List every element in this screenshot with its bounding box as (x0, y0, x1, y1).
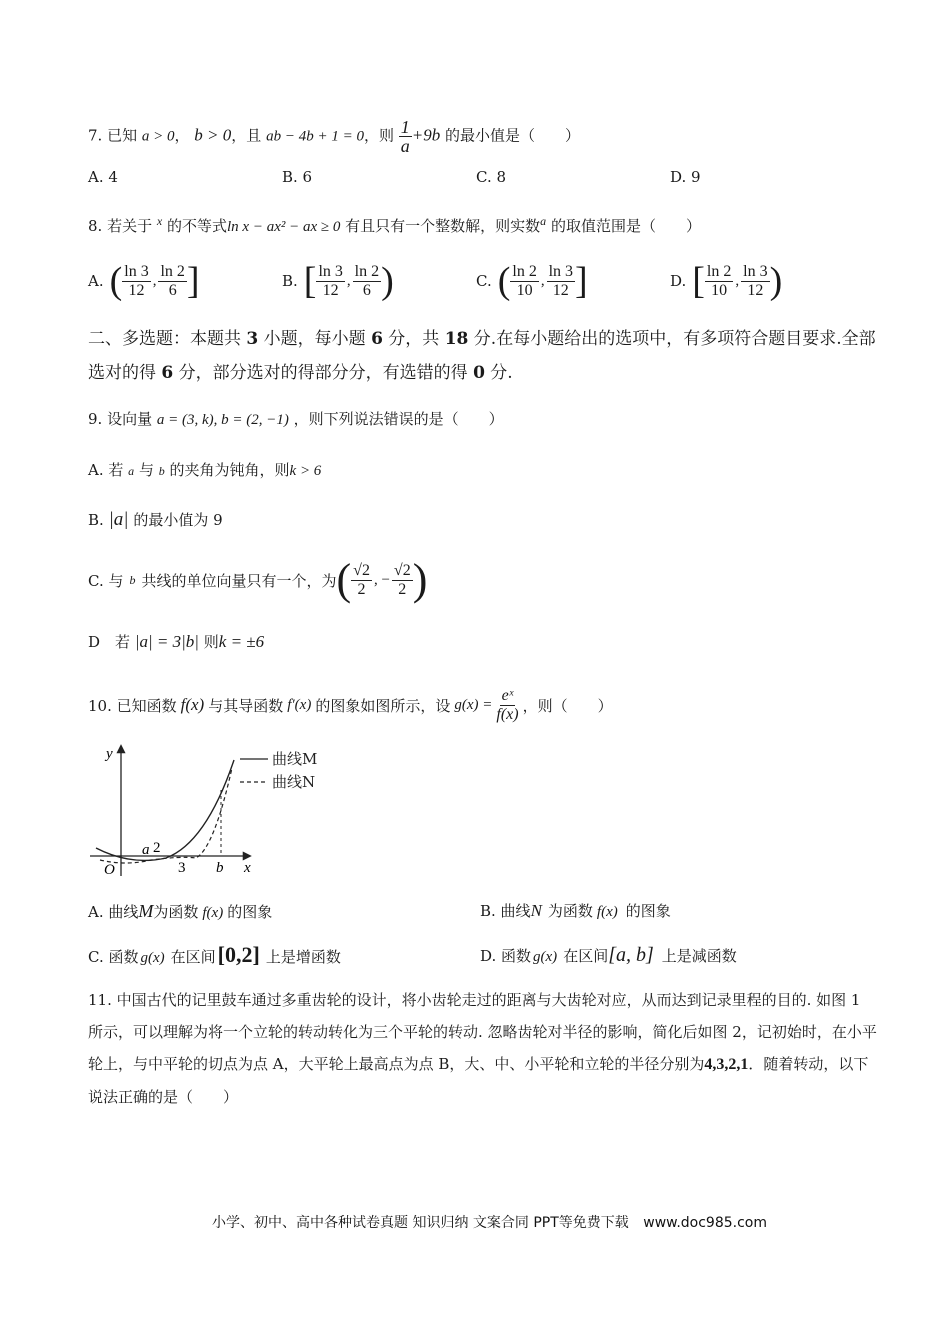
q11-radii: 4,3,2,1 (704, 1056, 749, 1073)
q10-prefix: 10. 已知函数 (88, 696, 177, 715)
q9-a-cond: k > 6 (289, 463, 322, 479)
q7-cond-a: a > 0 (141, 128, 175, 145)
q8-prefix: 8. 若关于 (88, 217, 153, 235)
q9-d-prefix: D 若 (88, 633, 131, 651)
section2-p3: 分，共 (382, 329, 445, 349)
q10-b-prefix: B. 曲线 (480, 902, 531, 920)
q10-gx: g(x) = (454, 696, 493, 713)
q10-b-f: f(x) (596, 904, 618, 920)
q8-d-frac1 (705, 263, 733, 300)
section2-n2: 6 (371, 329, 383, 349)
q8-d-d1: 10 (711, 281, 728, 299)
q8-d-frac2 (741, 263, 769, 300)
q8-d-label: D. (670, 272, 687, 290)
q8-a-n1: ln 3 (124, 262, 149, 280)
q10-c-g: g(x) (140, 950, 165, 966)
q9-c-d1: 2 (357, 580, 366, 598)
q10-a-f: f(x) (202, 905, 224, 921)
q8-b-d2: 6 (362, 281, 371, 299)
q8-c-close: ] (575, 260, 588, 302)
q10-option-a (88, 898, 272, 926)
q9-vectors: a = (3, k), b = (2, −1) (156, 412, 289, 428)
q10-a-suffix: 的图象 (227, 903, 273, 921)
q10-x-label: x (244, 860, 251, 876)
q10-option-d (480, 940, 737, 972)
q8-stem (88, 208, 701, 240)
q10-legend-m: 曲线M (272, 750, 318, 768)
q8-d-n1: ln 2 (706, 262, 732, 280)
q10-d-mid: 在区间 (563, 947, 609, 965)
q10-b-mid: 为函数 (547, 902, 593, 920)
q9-b-prefix: B. (88, 511, 104, 529)
q9-c-frac2 (392, 562, 413, 599)
q8-b-label: B. (282, 272, 298, 290)
q10-d-g: g(x) (533, 949, 558, 965)
q9-b-expr: |a| (108, 509, 129, 530)
q8-c-n2: ln 3 (548, 262, 574, 280)
q10-c-mid: 在区间 (170, 948, 216, 966)
section2-n5: 0 (473, 363, 485, 383)
q9-stem (88, 406, 504, 433)
q8-mid1: 的不等式 (166, 217, 227, 235)
q9-c-n2: √2 (393, 561, 411, 579)
q10-d-suffix: 上是减函数 (661, 947, 737, 965)
q10-curve-m (96, 760, 234, 860)
q9-d-cond: k = ±6 (218, 632, 265, 651)
q8-b-d1: 12 (322, 281, 339, 299)
q9-a-vec-b: b (158, 464, 165, 478)
q8-a-frac1 (122, 263, 150, 300)
q7-sep2: ，且 (231, 126, 262, 145)
q10-suffix: ，则（ ） (522, 696, 613, 715)
q10-tick-2: 2 (153, 840, 161, 856)
q8-suffix: 的取值范围是（ ） (550, 217, 701, 235)
q7-stem (88, 117, 581, 156)
q7-sep1: ， (174, 126, 190, 145)
q7-option-b: B. 6 (282, 168, 313, 186)
q9-b-text: 的最小值为 9 (133, 511, 223, 529)
q9-c-sep: , − (373, 571, 390, 588)
q10-tick-3: 3 (178, 860, 186, 876)
footer-left: 小学、初中、高中各种试卷真题 知识归纳 文案合同 PPT等免费下载 (212, 1215, 629, 1231)
q8-a-d2: 6 (168, 281, 177, 299)
q8-c-d2: 12 (552, 281, 569, 299)
section2-p5: 分，部分选对的得部分分，有选错的得 (173, 363, 474, 383)
section2-heading (88, 322, 878, 390)
q8-c-comma: , (540, 272, 545, 289)
q8-d-n2: ln 3 (743, 262, 768, 280)
q8-a-n2: ln 2 (160, 262, 185, 280)
section2-n3: 18 (444, 329, 469, 349)
q9-c-n1: √2 (353, 561, 370, 579)
q8-b-comma: , (346, 272, 351, 289)
q8-b-n2: ln 2 (354, 262, 380, 280)
q7-suffix: 的最小值是（ ） (445, 126, 581, 145)
q11-tail: ．随着转动，以下说法正确的是（ ） (88, 1055, 869, 1106)
q10-graph (86, 738, 346, 880)
q11-text (88, 984, 878, 1113)
q7-expr-tail: +9b (411, 125, 441, 145)
q9-c-vec-b: b (129, 572, 136, 587)
section2-n1: 3 (246, 329, 259, 349)
q9-suffix: ，则下列说法错误的是（ ） (293, 410, 504, 428)
q9-d-expr: |a| = 3|b| (134, 632, 199, 651)
q10-b-suffix: 的图象 (625, 902, 671, 920)
q9-c-text: 共线的单位向量只有一个，为 (141, 571, 337, 590)
q8-a-open: ( (109, 260, 123, 302)
q8-mid2: 有且只有一个整数解，则实数 (345, 217, 541, 235)
q8-d-comma: , (735, 272, 740, 289)
q10-stem (88, 680, 613, 730)
q8-option-b (282, 256, 394, 306)
q9-prefix: 9. 设向量 (88, 410, 153, 428)
q7-frac-den: a (400, 136, 410, 156)
q10-b-n: N (530, 901, 542, 920)
q9-c-open-paren: ( (336, 555, 352, 604)
q8-option-d (670, 256, 782, 306)
q9-a-prefix: A. 若 (88, 461, 124, 479)
q8-b-open: [ (303, 260, 317, 302)
q8-c-d1: 10 (516, 281, 533, 299)
q9-c-frac1 (351, 562, 372, 599)
section2-p6: 分. (484, 363, 513, 383)
q10-curve-n (100, 768, 232, 863)
q9-a-vec-a: a (128, 464, 135, 478)
q10-option-b (480, 898, 671, 925)
q7-cond-eq: ab − 4b + 1 = 0 (266, 128, 364, 145)
q10-g-num: eˣ (501, 686, 514, 704)
q8-c-frac2 (547, 263, 575, 300)
q9-option-d (88, 628, 264, 656)
section2-n4: 6 (161, 363, 174, 383)
q10-g-den: f(x) (496, 705, 519, 723)
q10-fx: f(x) (180, 695, 205, 714)
q10-a-mid: 为函数 (153, 903, 199, 921)
q8-a-comma: , (152, 272, 157, 289)
q8-d-close: ) (769, 260, 783, 302)
q8-var-x: x (156, 214, 163, 228)
q9-option-a (88, 457, 321, 484)
q7-frac-num: 1 (400, 117, 410, 137)
q8-b-n1: ln 3 (318, 262, 343, 280)
q8-d-open: [ (692, 260, 705, 302)
q8-var-a: a (540, 214, 547, 228)
q10-d-interval: [a, b] (608, 944, 654, 966)
q7-fraction (399, 118, 412, 155)
q10-tick-b: b (216, 860, 224, 876)
q8-option-a (88, 256, 200, 306)
section2-p1: 二、多选题：本题共 (88, 329, 247, 349)
q7-option-d: D. 9 (670, 168, 701, 186)
q9-option-b (88, 506, 223, 534)
q8-a-close: ] (186, 260, 200, 302)
q7-sep3: ，则 (363, 126, 394, 145)
q10-g-frac (496, 687, 518, 724)
q8-c-n1: ln 2 (512, 262, 537, 280)
q9-d-text: 则 (203, 633, 219, 651)
q8-a-d1: 12 (128, 281, 145, 299)
q8-inequality: ln x − ax² − ax ≥ 0 (227, 219, 341, 235)
section2-p2: 小题，每小题 (258, 329, 372, 349)
q10-legend-n: 曲线N (272, 773, 316, 791)
q10-origin: O (104, 862, 115, 878)
q10-option-c (88, 940, 341, 973)
q10-c-suffix: 上是增函数 (265, 948, 341, 966)
q10-mid1: 与其导函数 (208, 696, 284, 715)
q7-option-a: A. 4 (88, 168, 118, 186)
section2-p4: 分.在每小题给出的选项中，有多项符合题目要求.全部选对的得 (88, 329, 876, 383)
q8-a-label: A. (88, 272, 104, 290)
footer-link[interactable]: www.doc985.com (643, 1215, 767, 1231)
q10-fpx: f′(x) (287, 696, 312, 713)
q7-prefix: 7. 已知 (88, 126, 138, 145)
q10-mid2: 的图象如图所示，设 (315, 696, 451, 715)
q8-b-close: ) (381, 260, 394, 302)
q10-a-m: M (138, 901, 154, 921)
q10-tick-a: a (142, 842, 150, 858)
q10-d-prefix: D. 函数 (480, 947, 532, 965)
q10-y-label: y (106, 746, 113, 762)
q8-a-frac2 (158, 263, 186, 300)
q8-c-label: C. (476, 272, 492, 290)
footer (212, 1212, 767, 1232)
q8-b-frac1 (316, 263, 344, 300)
q9-c-d2: 2 (398, 580, 407, 598)
q10-a-prefix: A. 曲线 (88, 903, 139, 921)
q7-option-c: C. 8 (476, 168, 507, 186)
q9-c-prefix: C. 与 (88, 571, 124, 590)
q8-b-frac2 (353, 263, 381, 300)
q8-c-open: ( (497, 260, 511, 302)
q8-d-d2: 12 (747, 281, 764, 299)
q9-option-c (88, 552, 427, 608)
q9-c-close-paren: ) (412, 555, 428, 604)
q9-a-text: 的夹角为钝角，则 (169, 461, 290, 479)
q8-option-c (476, 256, 588, 306)
q9-a-and: 与 (138, 461, 154, 479)
q10-c-interval: [0,2] (217, 942, 260, 967)
q7-cond-b: b > 0 (194, 125, 232, 145)
q10-c-prefix: C. 函数 (88, 948, 139, 966)
q8-c-frac1 (510, 263, 538, 300)
q11-body: 11. 中国古代的记里鼓车通过多重齿轮的设计，将小齿轮走过的距离与大齿轮对应，从而达到记录里程的目的. 如图 1 所示，可以理解为将一个立轮的转动转化为三个平轮的转动. 忽略齿轮对半径的影响，简化后如图 2，记初始时，在小平轮上，与中平轮的切点为点 A，大平轮上最高点为点 B，大、中、小平轮和立轮的半径分别为 (88, 991, 877, 1073)
